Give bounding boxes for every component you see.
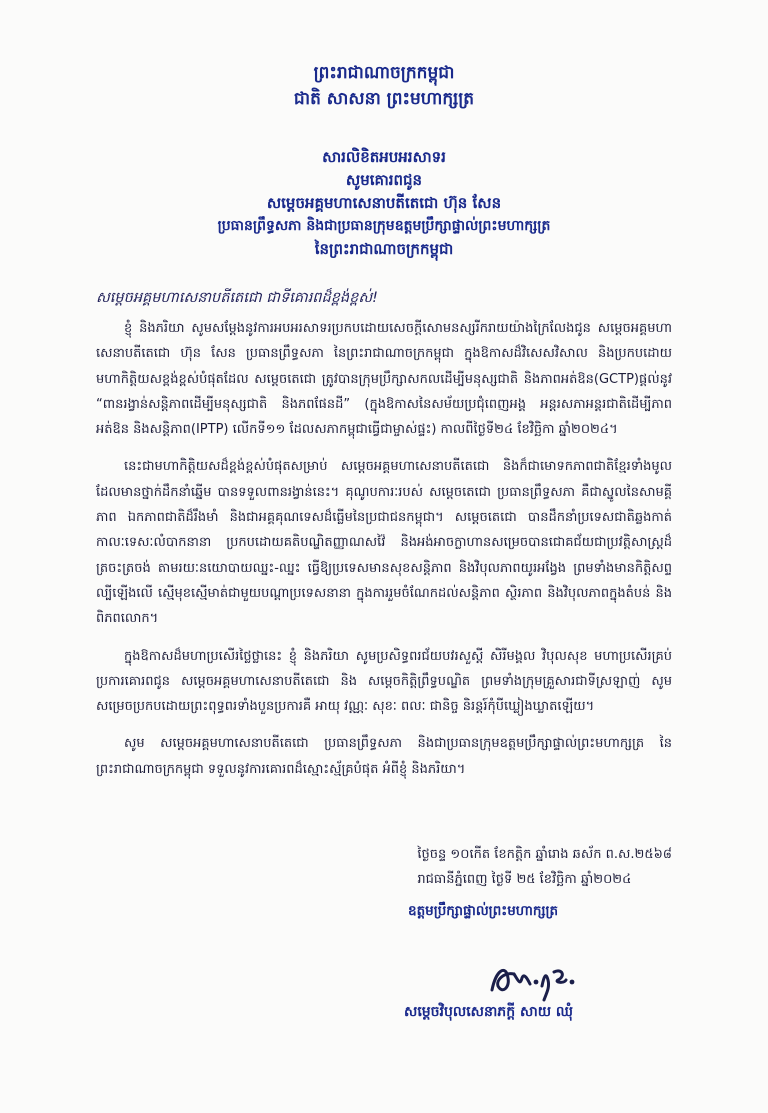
signer-name: សម្ដេចវិបុលសេនាភក្តី សាយ ឈុំ [404, 1004, 574, 1020]
kingdom-header [0, 60, 768, 112]
salutation: សម្ដេចអគ្គមហាសេនាបតីតេជោ ជាទីគោរពដ៏ខ្ពង់ខ្ពស់! [96, 290, 378, 306]
recipient-country: នៃព្រះរាជាណាចក្រកម្ពុជា [314, 240, 454, 258]
recipient-name: សម្ដេចអគ្គមហាសេនាបតីតេជោ ហ៊ុន សែន [266, 194, 502, 212]
handwritten-signature [484, 950, 594, 1010]
kingdom-name: ព្រះរាជាណាចក្រកម្ពុជា [313, 63, 455, 83]
paragraph-4: សូម សម្ដេចអគ្គមហាសេនាបតីតេជោ ប្រធានព្រឹទ្ធសភា និងជាប្រធានក្រុមឧត្តមប្រឹក្សាផ្ទាល់ព្រះមហាក្សត្រ នៃព្រះរាជាណាចក្រកម្ពុជា ទទួលនូវការគោរពដ៏ស្មោះស្ម័គ្រ​បំផុត អំពីខ្ញុំ និងភរិយា។ [96, 736, 672, 777]
paragraph-2: នេះជាមហាកិត្តិយសដ៏ខ្ពង់ខ្ពស់បំផុតសម្រាប់ សម្ដេចអគ្គមហាសេនាបតីតេជោ និងក៏ជាមោទកភាពជាតិខ្មែរទាំងមូល ដែលមានថ្នាក់ដឹកនាំឆ្នើម បានទទួលពានរង្វាន់នេះ។ គុណូបការៈរបស់ សម្ដេចតេជោ ប្រធានព្រឹទ្ធសភា គឺជាស្នូលនៃសាមគ្គីភាព ឯកភាពជាតិដ៏រឹងមាំ និងជាអគ្គគុណទេសដ៏ធ្លើមនៃប្រជាជនកម្ពុជា។ សម្ដេចតេជោ បានដឹកនាំប្រទេសជាតិឆ្លងកាត់កាលៈទេសៈលំបាកនានា ប្រកបដោយគតិបណ្ឌិតញ្ញាណសវ៉ៃ និងអង់អាចក្លាហានសម្រេចបានជោគជ័យជាប្រវត្តិសាស្ត្រដ៏ត្រចះត្រចង់ តាមរយៈនយោបាយឈ្នះ-ឈ្នះ ធ្វើឱ្យប្រទេសមានសុខសន្តិភាព និងវិបុលភាពយូរអង្វែង ព្រមទាំងមានកិត្តិសព្ទល្បីឡើងលើ ស្មើមុខស្មើមាត់ជាមួយបណ្ដាប្រទេសនានា ក្នុងការរួមចំណែកដល់សន្តិភាព ស្ថិរភាព និងវិបុលភាពក្នុងតំបន់ និងពិភពលោក។ [96, 459, 672, 627]
national-motto: ជាតិ សាសនា ព្រះមហាក្សត្រ [293, 89, 475, 109]
letter-type: សារលិខិតអបអរសាទរ [322, 148, 446, 166]
paragraph-1: ខ្ញុំ និងភរិយា សូមសម្ដែងនូវការអបអរសាទរប្រកបដោយសេចក្ដីសោមនស្សរីករាយយ៉ាងក្រៃលែងជូន សម្ដេចអគ្គមហាសេនាបតីតេជោ ហ៊ុន សែន ប្រធានព្រឹទ្ធសភា នៃព្រះរាជាណាចក្រកម្ពុជា ក្នុងឱកាសដ៏វិសេសវិសាល និងប្រកបដោយមហាកិត្តិយសខ្ពង់ខ្ពស់បំផុតដែល សម្ដេចតេជោ ត្រូវបានក្រុមប្រឹក្សាសកលដើម្បីមនុស្សជាតិ និងភាពអត់ឱន(GCTP)ផ្ដល់នូវ “ពានរង្វាន់សន្តិភាពដើម្បីមនុស្សជាតិ និងភពផែនដី” (ក្នុងឱកាសនៃសម័យប្រជុំពេញអង្គ អន្តរសភាអន្តរជាតិដើម្បីភាពអត់ឱន និងសន្តិភាព(IPTP) លើកទី១១ ដែលសភាកម្ពុជាធ្វើជាម្ចាស់ផ្ទះ) កាលពីថ្ងៃទី២៤ ខែវិច្ឆិកា ឆ្នាំ២០២៤។ [96, 321, 672, 438]
lunar-date: ថ្ងៃចន្ទ ១០កើត ខែកត្តិក ឆ្នាំរោង ឆស័ក ព.ស.២៥៦៨ [417, 847, 672, 862]
letter-body [96, 316, 672, 794]
paragraph-3: ក្នុងឱកាសដ៏មហាប្រសើរថ្លៃថ្លានេះ ខ្ញុំ និងភរិយា សូមប្រសិទ្ធពរជ័យបវរសួស្ដី សិរីមង្គល វិបុលសុខ មហាប្រសើរគ្រប់ប្រការគោរពជូន សម្ដេចអគ្គមហាសេនាបតីតេជោ និង សម្ដេចកិត្តិព្រឹទ្ធបណ្ឌិត ព្រមទាំងក្រុមគ្រួសារជាទីស្រឡាញ់ សូមសម្រេចប្រកបដោយព្រះពុទ្ធពរទាំងបួនប្រការគឺ អាយុ វណ្ណៈ សុខៈ ពលៈ ជានិច្ច និរន្តរ៍កុំបីឃ្លៀងឃ្លាតឡើយ។ [96, 648, 672, 715]
recipient-title: ប្រធានព្រឹទ្ធសភា និងជាប្រធានក្រុមឧត្តមប្រឹក្សាផ្ទាល់ព្រះមហាក្សត្រ [217, 218, 551, 234]
solar-date: រាជធានីភ្នំពេញ ថ្ងៃទី ២៥ ខែវិច្ឆិកា ឆ្នាំ២០២៤ [417, 872, 632, 887]
date-block [417, 842, 672, 892]
respectfully-to: សូមគោរពជូន [345, 171, 423, 189]
recipient-block [0, 146, 768, 261]
signer-office: ឧត្តមប្រឹក្សាផ្ទាល់ព្រះមហាក្សត្រ [408, 903, 559, 919]
